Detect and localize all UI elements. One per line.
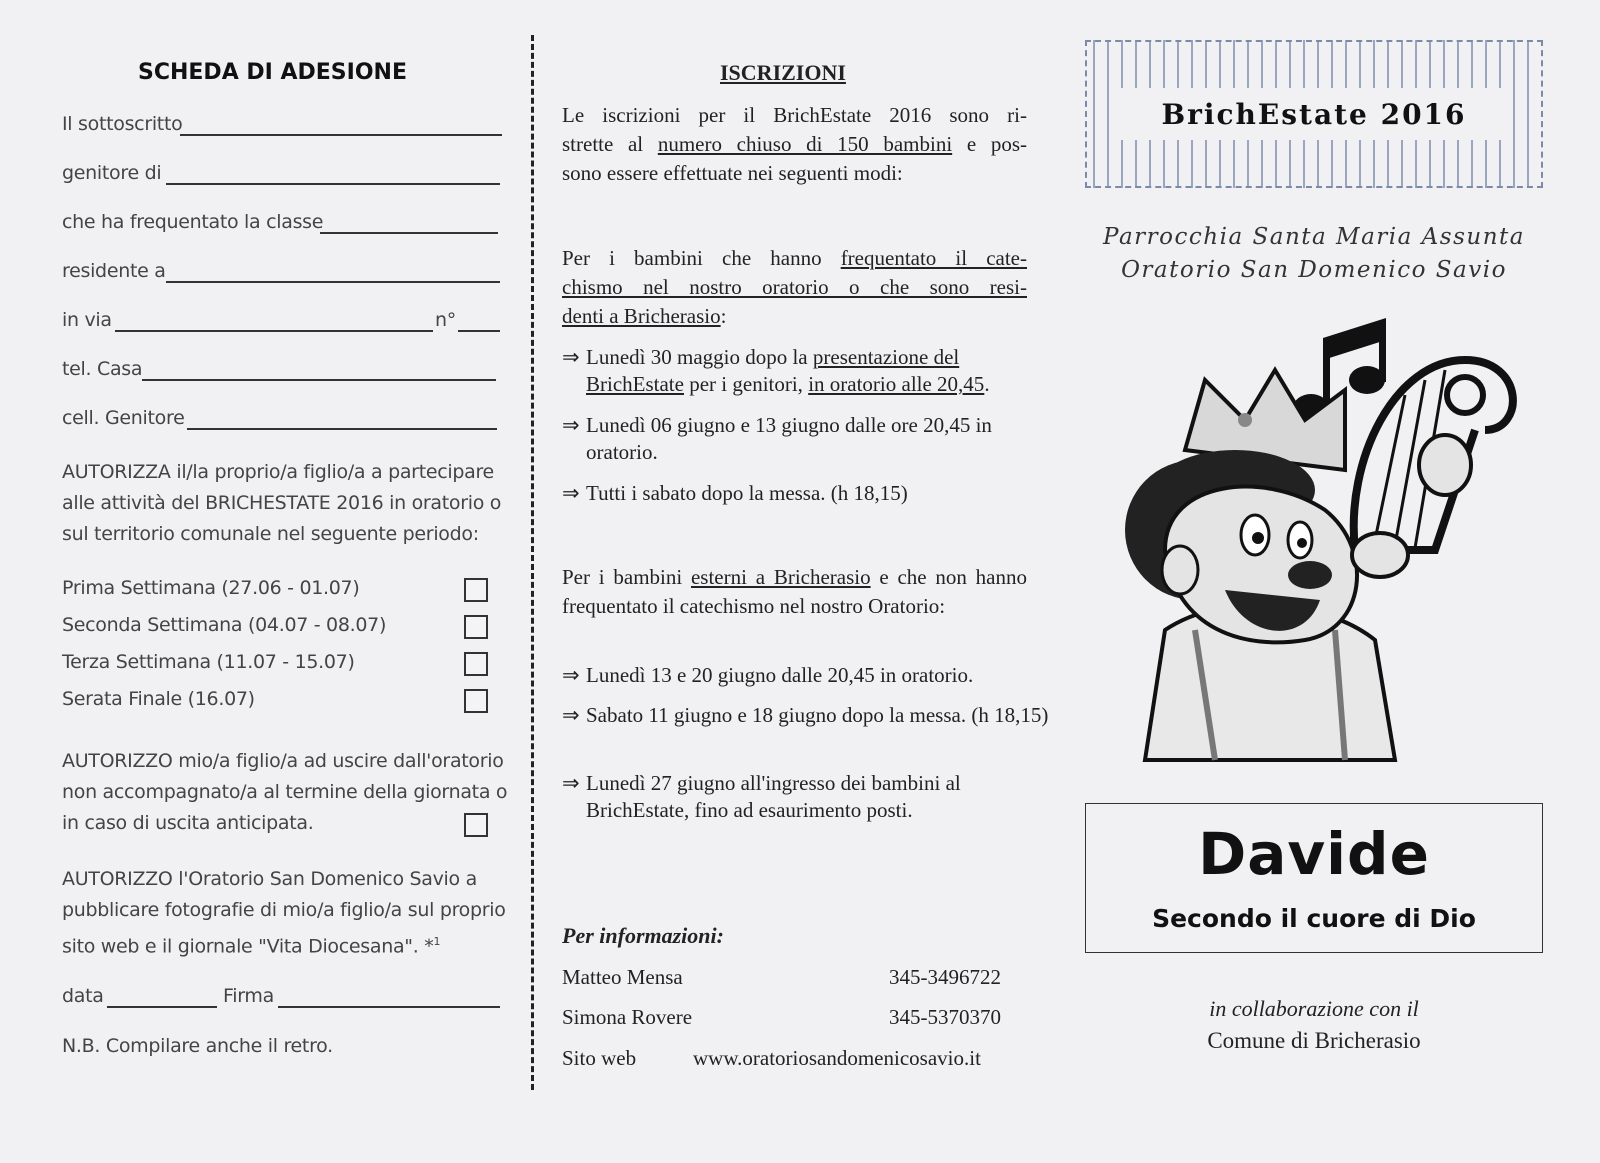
group2-item-1: ⇒ Lunedì 13 e 20 giugno dalle 20,45 in oratorio. [562,663,974,687]
title-box [1085,803,1543,953]
field-line-classe[interactable] [320,232,498,234]
contact-name-2: Simona Rovere [562,1005,693,1029]
data-label: data [62,985,104,1007]
autorizzo-foto-text: AUTORIZZO l'Oratorio San Domenico Savio a pubblicare fotografie di mio/a figlio/a sul proprio sito web e il giornale "Vita Diocesana". *$^1$ [62,868,506,958]
group1-item-3: ⇒ Tutti i sabato dopo la messa. (h 18,15) [562,481,908,505]
arrow-icon: ⇒ [562,771,580,795]
fold-divider [531,35,534,1090]
firma-label: Firma [223,985,274,1007]
data-line[interactable] [107,1006,217,1008]
field-line-genitore[interactable] [166,183,500,185]
group1-item-1: ⇒ Lunedì 30 maggio dopo la presentazione del BrichEstate per i genitori, in oratorio alle 20,45. [562,345,990,396]
arrow-icon: ⇒ [562,481,580,505]
field-label-genitore: genitore di [62,162,162,184]
contact-phone-1: 345-3496722 [889,965,1001,989]
banner-title: BrichEstate 2016 [1115,88,1513,140]
subtitle: Secondo il cuore di Dio [1152,904,1476,933]
david-harp-illustration [1105,300,1535,770]
field-label-numero: n° [435,309,456,331]
autorizzo-uscita-checkbox[interactable] [464,813,488,837]
field-label-via: in via [62,309,112,331]
field-label-cell: cell. Genitore [62,407,185,429]
form-title: SCHEDA DI ADESIONE [138,60,407,85]
main-title: Davide [1198,820,1430,888]
banner-frame [1085,40,1543,188]
group2-intro: Per i bambini esterni a Bricherasio e che non hanno frequentato il catechismo nel nostro Oratorio: [562,565,1027,618]
serata-finale-label: Serata Finale (16.07) [62,688,255,710]
field-line-tel[interactable] [142,379,496,381]
field-label-residente: residente a [62,260,166,282]
field-line-cell[interactable] [187,428,497,430]
oratory-name: Oratorio San Domenico Savio [1121,257,1507,283]
field-line-residente[interactable] [166,281,500,283]
footnote-mark: 1 [433,935,441,948]
arrow-icon: ⇒ [562,345,580,369]
field-label-classe: che ha frequentato la classe [62,211,324,233]
contact-name-web: Sito web [562,1046,637,1070]
iscrizioni-title: ISCRIZIONI [720,60,846,85]
contact-phone-2: 345-5370370 [889,1005,1001,1029]
arrow-icon: ⇒ [562,703,580,727]
autorizza-periodo-text: AUTORIZZA il/la proprio/a figlio/a a partecipare alle attività del BRICHESTATE 2016 in oratorio o sul territorio comunale nel seguente periodo: [62,461,502,545]
week-1-checkbox[interactable] [464,578,488,602]
field-label-sottoscritto: Il sottoscritto [62,113,183,135]
field-line-numero[interactable] [458,330,500,332]
week-2-label: Seconda Settimana (04.07 - 08.07) [62,614,387,636]
week-2-checkbox[interactable] [464,615,488,639]
group2-item-3: ⇒ Lunedì 27 giugno all'ingresso dei bambini al BrichEstate, fino ad esaurimento posti. [562,771,961,822]
group2-item-2: ⇒ Sabato 11 giugno e 18 giugno dopo la messa. (h 18,15) [562,703,1049,727]
group1-intro: Per i bambini che hanno frequentato il cate- chismo nel nostro oratorio o che sono resi- denti a Bricherasio: [562,246,1027,328]
collab-text: in collaborazione con il [1209,996,1419,1021]
comune-name: Comune di Bricherasio [1207,1028,1421,1053]
arrow-icon: ⇒ [562,413,580,437]
group1-item-2: ⇒ Lunedì 06 giugno e 13 giugno dalle ore 20,45 in oratorio. [562,413,992,464]
firma-line[interactable] [278,1006,500,1008]
field-label-tel: tel. Casa [62,358,143,380]
website-link[interactable]: www.oratoriosandomenicosavio.it [693,1046,981,1070]
serata-finale-checkbox[interactable] [464,689,488,713]
week-1-label: Prima Settimana (27.06 - 01.07) [62,577,360,599]
iscrizioni-intro: Le iscrizioni per il BrichEstate 2016 sono ri- strette al numero chiuso di 150 bambini e pos- sono essere effettuate nei seguenti modi: [562,103,1028,185]
nb-note: N.B. Compilare anche il retro. [62,1035,333,1057]
info-title: Per informazioni: [562,923,724,948]
parish-name: Parrocchia Santa Maria Assunta [1103,224,1525,250]
arrow-icon: ⇒ [562,663,580,687]
contact-name-1: Matteo Mensa [562,965,683,989]
field-line-via[interactable] [115,330,433,332]
week-3-label: Terza Settimana (11.07 - 15.07) [62,651,355,673]
autorizzo-uscita-text: AUTORIZZO mio/a figlio/a ad uscire dall'oratorio non accompagnato/a al termine della giornata o in caso di uscita anticipata. [62,750,508,834]
field-line-sottoscritto[interactable] [180,134,502,136]
week-3-checkbox[interactable] [464,652,488,676]
